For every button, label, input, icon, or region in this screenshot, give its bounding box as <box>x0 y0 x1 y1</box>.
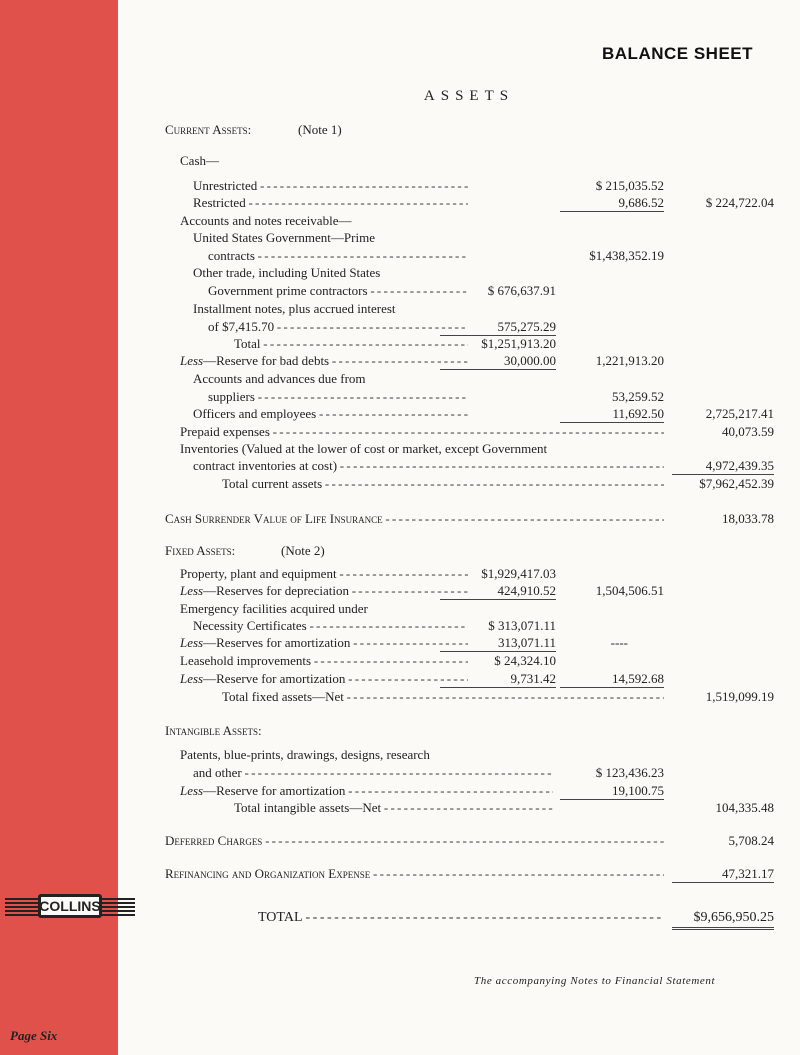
intangible-reserve-label: Less—Reserve for amortization - - - <box>180 782 553 799</box>
installment-line1: Installment notes, plus accrued interest <box>193 301 396 316</box>
refinancing-row <box>0 865 800 882</box>
usgov-contracts-amount: $1,438,352.19 <box>589 248 664 263</box>
fixed-assets-label: Fixed Assets: <box>165 543 236 558</box>
reserve-amort-row <box>0 634 800 651</box>
necessity-amount: $ 313,071.11 <box>488 618 556 633</box>
receivable-total-row <box>0 335 800 352</box>
reserve-amort2-row <box>0 670 800 687</box>
other-trade-amount: $ 676,637.91 <box>487 283 556 298</box>
property-row <box>0 565 800 582</box>
reserve-bad-debts-amount: 30,000.00 <box>440 352 556 370</box>
property-label: Property, plant and equipment - - - <box>180 565 468 582</box>
reserve-amort-label: Less—Reserves for amortization - - - <box>180 634 468 651</box>
installment-row <box>0 318 800 335</box>
leasehold-row <box>0 652 800 669</box>
reserve-amort-amount: 313,071.11 <box>440 634 556 652</box>
usgov-line1: United States Government—Prime <box>193 230 375 245</box>
other-trade-row <box>0 282 800 299</box>
total-current-label: Total current assets - - - <box>222 475 664 492</box>
receivable-total-label: Total - - - <box>234 335 468 352</box>
emergency-net-dash: ---- <box>610 635 628 650</box>
property-net-amount: 1,504,506.51 <box>595 583 664 598</box>
necessity-row <box>0 617 800 634</box>
prepaid-label: Prepaid expenses - - - <box>180 423 664 440</box>
deferred-charges-row <box>0 832 800 849</box>
cash-total: $ 224,722.04 <box>705 195 774 210</box>
leasehold-amount: $ 24,324.10 <box>494 653 556 668</box>
inventories-row <box>0 457 800 474</box>
total-current-amount: $7,962,452.39 <box>699 476 774 491</box>
installment-label: of $7,415.70 - - - <box>208 318 468 335</box>
current-assets-label: Current Assets: <box>165 122 252 137</box>
usgov-contracts-row <box>0 247 800 264</box>
advances-line1-row <box>0 370 800 387</box>
section-title: ASSETS <box>423 88 515 104</box>
cash-heading-row <box>0 152 800 169</box>
total-fixed-label: Total fixed assets—Net - - - <box>222 688 664 705</box>
less-word: Less <box>180 353 204 368</box>
unrestricted-label: Unrestricted - - - <box>193 177 468 194</box>
receivables-total: 2,725,217.41 <box>705 406 774 421</box>
total-intangible-label: Total intangible assets—Net - - - <box>234 799 553 816</box>
intangible-heading <box>0 722 800 739</box>
inventories-label: contract inventories at cost) - - - <box>193 457 664 474</box>
cash-surrender-label: Cash Surrender Value of Life Insurance - - - <box>165 510 664 527</box>
receivable-total-amount: $1,251,913.20 <box>481 336 556 351</box>
total-intangible-amount: 104,335.48 <box>715 800 774 815</box>
restricted-amount: 9,686.52 <box>560 194 664 212</box>
inventories-line1-row <box>0 440 800 457</box>
patents-row <box>0 764 800 781</box>
restricted-label: Restricted - - - <box>193 194 468 211</box>
reserve-bad-debts-label: Less—Reserve for bad debts - - - <box>180 352 468 369</box>
installment-amount: 575,275.29 <box>440 318 556 336</box>
page-label: Page Six <box>10 1028 58 1043</box>
patents-amount: $ 123,436.23 <box>595 765 664 780</box>
fixed-assets-note: (Note 2) <box>281 543 325 558</box>
reserve-depreciation-row <box>0 582 800 599</box>
suppliers-label: suppliers - - - <box>208 388 468 405</box>
usgov-line1-row <box>0 229 800 246</box>
cash-heading: Cash— <box>180 153 219 168</box>
officers-row <box>0 405 800 422</box>
unrestricted-amount: $ 215,035.52 <box>595 178 664 193</box>
prepaid-total: 40,073.59 <box>722 424 774 439</box>
intangible-label: Intangible Assets: <box>165 723 262 738</box>
advances-line1: Accounts and advances due from <box>193 371 366 386</box>
reserve-depreciation-amount: 424,910.52 <box>440 582 556 600</box>
usgov-contracts-label: contracts - - - <box>208 247 468 264</box>
cash-surrender-total: 18,033.78 <box>722 511 774 526</box>
fixed-assets-heading <box>0 542 800 559</box>
reserve-bad-debts-row <box>0 352 800 369</box>
grand-total-label: TOTAL - - - <box>258 908 664 927</box>
grand-total-row <box>0 908 800 927</box>
intangible-reserve-amount: 19,100.75 <box>560 782 664 800</box>
officers-label: Officers and employees - - - <box>193 405 468 422</box>
officers-amount: 11,692.50 <box>560 405 664 423</box>
patents-label: and other - - - <box>193 764 553 781</box>
emergency-line1: Emergency facilities acquired under <box>180 601 368 616</box>
footnote: The accompanying Notes to Financial Statement <box>474 975 716 987</box>
grand-total-amount: $9,656,950.25 <box>672 908 774 930</box>
emergency-line1-row <box>0 600 800 617</box>
other-trade-line1: Other trade, including United States <box>193 265 381 280</box>
other-trade-label: Government prime contractors - - - <box>208 282 468 299</box>
current-assets-heading <box>0 121 800 138</box>
leasehold-net-amount: 14,592.68 <box>560 670 664 688</box>
restricted-row <box>0 194 800 211</box>
total-current-row <box>0 475 800 492</box>
deferred-charges-total: 5,708.24 <box>728 833 774 848</box>
reserve-amort2-amount: 9,731.42 <box>440 670 556 688</box>
other-trade-line1-row <box>0 264 800 281</box>
current-assets-note: (Note 1) <box>298 122 342 137</box>
reserve-amort2-label: Less—Reserve for amortization - - - <box>180 670 468 687</box>
refinancing-label: Refinancing and Organization Expense - - - <box>165 865 664 882</box>
reserve-depreciation-label: Less—Reserves for depreciation - - - <box>180 582 468 599</box>
receivable-heading-row <box>0 212 800 229</box>
deferred-charges-label: Deferred Charges - - - <box>165 832 664 849</box>
unrestricted-row <box>0 177 800 194</box>
page-title: BALANCE SHEET <box>602 44 754 63</box>
patents-line1: Patents, blue-prints, drawings, designs, research <box>180 747 430 762</box>
inventories-total: 4,972,439.35 <box>672 457 774 475</box>
leasehold-label: Leasehold improvements - - - <box>180 652 468 669</box>
installment-line1-row <box>0 300 800 317</box>
inventories-line1: Inventories (Valued at the lower of cost or market, except Government <box>180 441 548 456</box>
patents-line1-row <box>0 746 800 763</box>
cash-surrender-row <box>0 510 800 527</box>
logo-text: COLLINS <box>39 898 101 914</box>
receivable-net-amount: 1,221,913.20 <box>595 353 664 368</box>
prepaid-row <box>0 423 800 440</box>
property-amount: $1,929,417.03 <box>481 566 556 581</box>
suppliers-row <box>0 388 800 405</box>
receivable-heading: Accounts and notes receivable— <box>180 213 352 228</box>
total-intangible-row <box>0 799 800 816</box>
suppliers-amount: 53,259.52 <box>612 389 664 404</box>
intangible-reserve-row <box>0 782 800 799</box>
total-fixed-row <box>0 688 800 705</box>
necessity-label: Necessity Certificates - - - <box>193 617 468 634</box>
total-fixed-amount: 1,519,099.19 <box>705 689 774 704</box>
refinancing-total: 47,321.17 <box>672 865 774 883</box>
